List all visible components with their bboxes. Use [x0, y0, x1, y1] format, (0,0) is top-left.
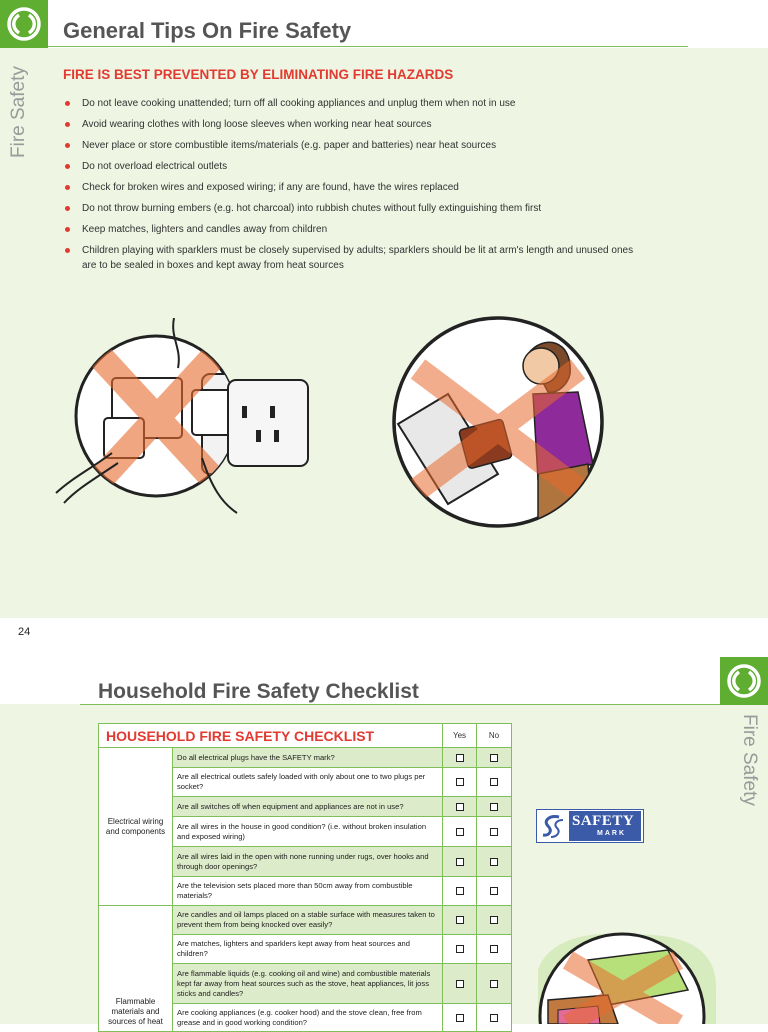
checklist-question: Are candles and oil lamps placed on a stable surface with measures taken to prevent them from being knocked over easily?: [173, 906, 443, 935]
logo-icon: [0, 0, 48, 48]
page-number: 24: [18, 626, 31, 638]
list-item: Do not throw burning embers (e.g. hot charcoal) into rubbish chutes without fully extinguishing them first: [63, 201, 643, 216]
safety-mark-emblem-icon: [539, 812, 567, 840]
no-checkbox[interactable]: [490, 828, 498, 836]
yes-checkbox[interactable]: [456, 754, 464, 762]
yes-checkbox[interactable]: [456, 778, 464, 786]
tips-list: [63, 96, 643, 279]
checklist-question: Are all wires laid in the open with none running under rugs, over hooks and through door openings?: [173, 847, 443, 877]
no-checkbox[interactable]: [490, 754, 498, 762]
fire-safety-checklist-table: [98, 723, 512, 1032]
no-checkbox[interactable]: [490, 1014, 498, 1022]
cooking-fire-illustration: [388, 314, 608, 539]
yes-checkbox[interactable]: [456, 916, 464, 924]
checklist-question: Are all electrical outlets safely loaded with only about one to two plugs per socket?: [173, 768, 443, 797]
list-item: Avoid wearing clothes with long loose sleeves when working near heat sources: [63, 117, 643, 132]
checklist-question: Are the television sets placed more than 50cm away from combustible materials?: [173, 877, 443, 906]
safety-mark-logo: [536, 809, 644, 843]
title-divider: [80, 704, 720, 705]
checklist-heading: HOUSEHOLD FIRE SAFETY CHECKLIST: [99, 724, 443, 748]
yes-checkbox[interactable]: [456, 803, 464, 811]
list-item: Children playing with sparklers must be closely supervised by adults; sparklers should be lit at arm's length and unused ones are to be sealed in boxes and kept away from heat sources: [63, 243, 643, 273]
table-row: [99, 906, 512, 935]
list-item: Check for broken wires and exposed wiring; if any are found, have the wires replaced: [63, 180, 643, 195]
side-tab-label: Fire Safety: [8, 66, 29, 158]
checklist-question: Are all switches off when equipment and appliances are not in use?: [173, 797, 443, 817]
sofa-illustration: [528, 930, 728, 1029]
checklist-question: Are cooking appliances (e.g. cooker hood) and the stove clean, free from grease and in good working condition?: [173, 1004, 443, 1032]
yes-checkbox[interactable]: [456, 980, 464, 988]
category-label: Electrical wiring and components: [99, 748, 173, 906]
safety-mark-text: SAFETY: [572, 813, 635, 829]
checklist-question: Are flammable liquids (e.g. cooking oil and wine) and combustible materials kept far away from heat sources such as the stove, heat appliances, lit joss sticks and candles?: [173, 964, 443, 1004]
list-item: Never place or store combustible items/materials (e.g. paper and batteries) near heat sources: [63, 138, 643, 153]
yes-checkbox[interactable]: [456, 1014, 464, 1022]
table-row: [99, 748, 512, 768]
yes-checkbox[interactable]: [456, 828, 464, 836]
title-divider: [48, 46, 688, 47]
no-checkbox[interactable]: [490, 980, 498, 988]
list-item: Do not leave cooking unattended; turn off all cooking appliances and unplug them when not in use: [63, 96, 643, 111]
page-title: General Tips On Fire Safety: [63, 18, 352, 43]
checklist-question: Are matches, lighters and sparklers kept away from heat sources and children?: [173, 935, 443, 964]
list-item: Do not overload electrical outlets: [63, 159, 643, 174]
yes-checkbox[interactable]: [456, 858, 464, 866]
safety-mark-subtext: MARK: [597, 830, 626, 837]
table-header-row: [99, 724, 512, 748]
checklist-page-title: Household Fire Safety Checklist: [98, 680, 419, 703]
no-checkbox[interactable]: [490, 778, 498, 786]
no-checkbox[interactable]: [490, 803, 498, 811]
section-heading: FIRE IS BEST PREVENTED BY ELIMINATING FIRE HAZARDS: [63, 67, 454, 82]
column-header-no: No: [477, 724, 512, 748]
yes-checkbox[interactable]: [456, 887, 464, 895]
no-checkbox[interactable]: [490, 887, 498, 895]
yes-checkbox[interactable]: [456, 945, 464, 953]
list-item: Keep matches, lighters and candles away from children: [63, 222, 643, 237]
logo-icon: [720, 657, 768, 705]
column-header-yes: Yes: [443, 724, 477, 748]
checklist-question: Do all electrical plugs have the SAFETY mark?: [173, 748, 443, 768]
no-checkbox[interactable]: [490, 945, 498, 953]
no-checkbox[interactable]: [490, 916, 498, 924]
category-label: Flammable materials and sources of heat: [99, 906, 173, 1032]
no-checkbox[interactable]: [490, 858, 498, 866]
side-tab-label: Fire Safety: [739, 714, 760, 806]
checklist-question: Are all wires in the house in good condition? (i.e. without broken insulation and exposed wiring): [173, 817, 443, 847]
plug-socket-illustration: [52, 318, 312, 523]
